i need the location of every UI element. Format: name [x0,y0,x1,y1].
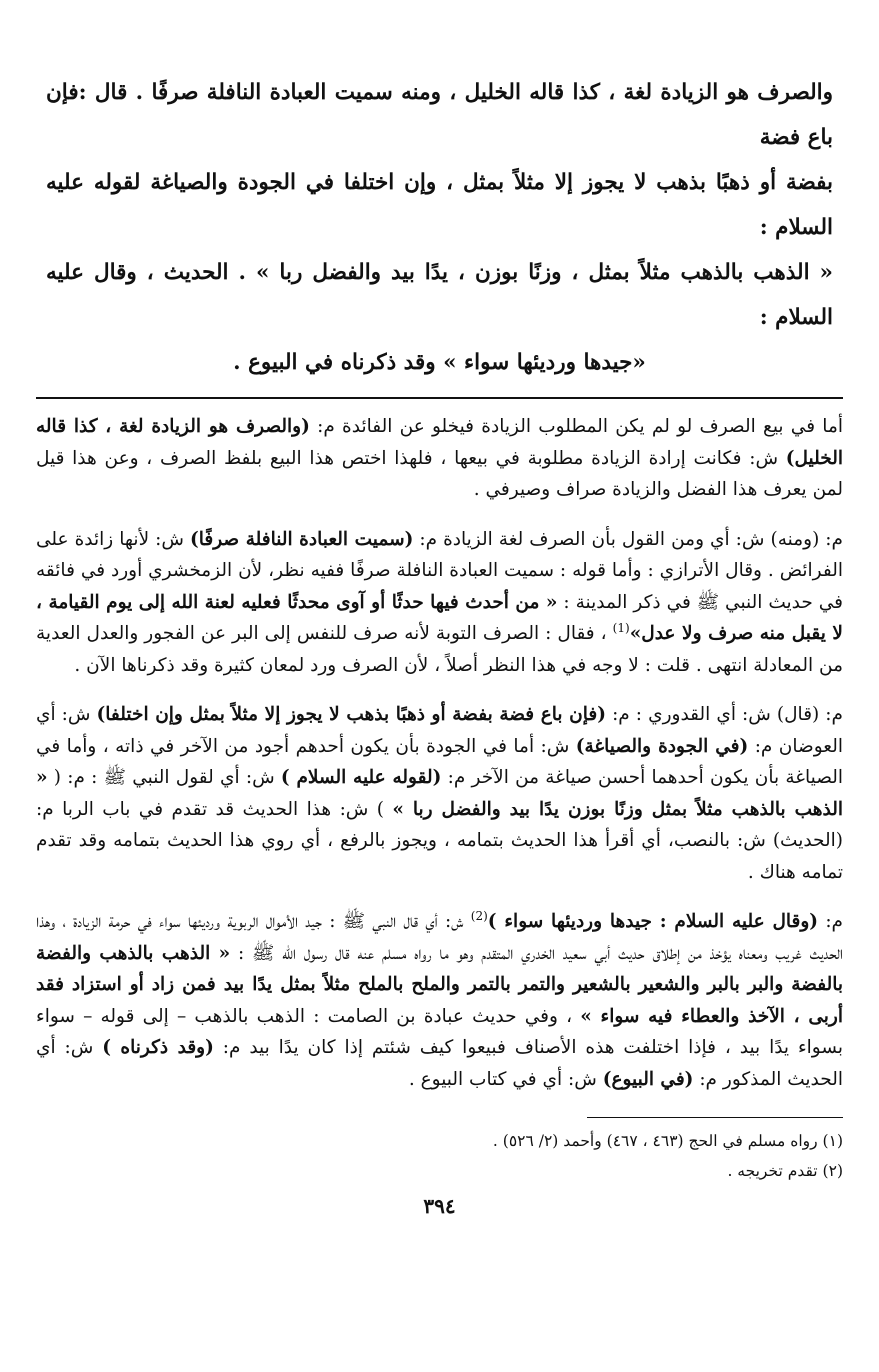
hadith-quote: « الذهب بالذهب والفضة بالفضة والبر بالبر والشعير بالشعير والتمر بالتمر والملح بالملح مثلاً بمثل يدًا بيد فمن زاد أو استزاد فقد أربى ، الآخذ والعطاء فيه سواء » [36,942,844,1027]
matn-line: بفضة أو ذهبًا بذهب لا يجوز إلا مثلاً بمثل ، وإن اختلفا في الجودة والصياغة لقوله عليه السلام : [46,170,833,240]
hadith-quote: « الذهب بالذهب مثلاً بمثل وزنًا بوزن يدًا بيد والفضل ربا » [36,767,843,820]
footnotes [36,1126,843,1186]
quoted-matn: (في الجودة والصياغة) [575,735,749,757]
commentary-text: ش: أي لقول النبي ﷺ : م: ( [47,767,281,788]
commentary-text: ش: لأنها زائدة على الفرائض . وقال الأترازي : وأما قوله : سميت العبادة النافلة صرفًا ففيه نظر، لأن الزمخشري أورد في فائقه في حديث النبي ﷺ في ذكر المدينة : [36,528,844,613]
commentary-paragraph [36,524,843,682]
commentary-text: ، فقال : الصرف التوبة لأنه صرف للنفس إلى البر عن الفجور والعدل العدية من المعادلة انتهى . قلت : لا وجه في هذا النظر أصلاً ، لأن الصرف ورد لمعان كثيرة وقد ذكرناها الآن . [36,623,843,676]
matn-line: «جيدها ورديئها سواء » وقد ذكرناه في البيوع . [233,350,646,375]
quoted-matn: (سميت العبادة النافلة صرفًا) [189,528,414,550]
matn-line: والصرف هو الزيادة لغة ، كذا قاله الخليل ، ومنه سميت العبادة النافلة صرفًا . قال :فإن باع فضة [46,80,833,150]
quoted-matn: (وقد ذكرناه ) [102,1037,214,1058]
matn-text [36,70,843,385]
commentary-paragraph [36,699,843,888]
footnote-reference[interactable]: (2) [470,908,488,923]
commentary-text: ش: أما في الجودة بأن يكون أحدهم أجود من الآخر في ذاته ، وأما في الصياغة بأن يكون أحدهما أحسن صياغة من الآخر م: [36,735,844,788]
hadith-quote: « من أحدث فيها حدثًا أو آوى محدثًا فعليه لعنة الله إلى يوم القيامة ، لا يقبل منه صرف ولا عدل» [36,591,843,644]
commentary-text: م: [818,911,844,932]
footnote-divider [587,1117,843,1118]
commentary-text: ش: أي قال النبي ﷺ : جيد الأموال الربوية ورديئها سواء في حرمة الزيادة ، وهذا الحديث غريب ومعناه يؤخذ من إطلاق حديث أبي سعيد الخدري المتقدم وهو ما رواه مسلم عنه قال رسول الله ﷺ : [36,911,843,964]
commentary-text: ، وفي حديث عبادة بن الصامت : الذهب بالذهب – إلى قوله – سواء بسواء يدًا بيد ، فإذا اختلفت هذه الأصناف فبيعوا كيف شئتم إذا كان يدًا بيد م: [36,1005,844,1058]
footnote-reference[interactable]: (1) [612,620,630,635]
page-number: ٣٩٤ [423,1194,456,1218]
quoted-matn: (فإن باع فضة بفضة أو ذهبًا بذهب لا يجوز إلا مثلاً بمثل وإن اختلفا) [96,704,607,725]
footnote-item: (١) رواه مسلم في الحج (٤٦٣ ، ٤٦٧) وأحمد (٢/ ٥٢٦) . [492,1132,843,1150]
footnote-item: (٢) تقدم تخريجه . [727,1162,843,1180]
commentary-paragraph [36,411,843,506]
commentary-text: م: (ومنه) ش: أي ومن القول بأن الصرف لغة الزيادة م: [413,528,843,550]
quoted-matn: (والصرف هو الزيادة لغة ، كذا قاله الخليل) [36,416,843,469]
commentary [36,411,843,1095]
quoted-matn: (في البيوع) [602,1068,694,1090]
quoted-matn: (وقال عليه السلام : جيدها ورديئها سواء ) [487,911,819,932]
section-divider [36,397,843,399]
quoted-matn: (لقوله عليه السلام ) [280,767,442,788]
commentary-text: ش: أي في كتاب البيوع . [408,1068,603,1090]
commentary-text: ش: أي العوضان م: [36,704,843,757]
commentary-paragraph [36,906,843,1095]
matn-line: « الذهب بالذهب مثلاً بمثل ، وزنًا بوزن ، يدًا بيد والفضل ربا » . الحديث ، وقال عليه السلام : [46,260,833,330]
commentary-text: أما في بيع الصرف لو لم يكن المطلوب الزيادة فيخلو عن الفائدة م: [309,416,843,437]
commentary-text: ) ش: هذا الحديث قد تقدم في باب الربا م: (الحديث) ش: بالنصب، أي أقرأ هذا الحديث بتمامه ، ويجوز بالرفع ، أي روي هذا الحديث بتمامه وقد تقدم تمامه هناك . [36,798,843,883]
commentary-text: م: (قال) ش: أي القدوري : م: [606,704,843,725]
commentary-text: ش: فكانت إرادة الزيادة مطلوبة في بيعها ، فلهذا اختص هذا البيع بلفظ الصرف ، وعن هذا قيل لمن يعرف هذا الفضل والزيادة صراف وصيرفي . [36,447,843,500]
commentary-text: ش: أي الحديث المذكور م: [36,1037,843,1090]
page [36,70,843,1372]
